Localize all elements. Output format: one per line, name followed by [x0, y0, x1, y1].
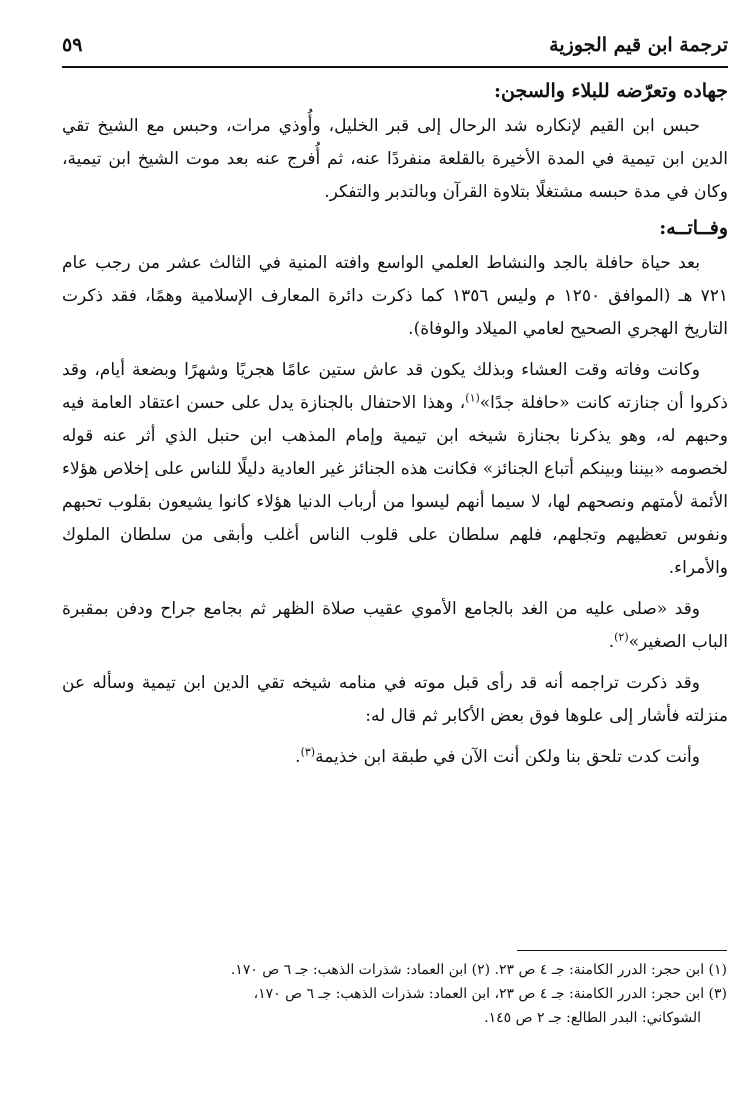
- footnote-3-line-1: (٣) ابن حجر: الدرر الكامنة: جـ ٤ ص ٢٣، ابن العماد: شذرات الذهب: جـ ٦ ص ١٧٠،: [253, 986, 727, 1002]
- footnote-ref-1: (١): [465, 391, 480, 405]
- page-number: ٥٩: [62, 34, 83, 56]
- body-text: [62, 80, 728, 782]
- paragraph-burial-text-a: وقد «صلى عليه من الغد بالجامع الأموي عقيب صلاة الظهر ثم بجامع جراح ودفن بمقبرة الباب الصغير»: [62, 599, 728, 652]
- footnotes: [60, 958, 727, 1030]
- paragraph-dream-quote-text-a: وأنت كدت تلحق بنا ولكن أنت الآن في طبقة ابن خذيمة: [315, 747, 700, 767]
- footnote-rule: [517, 950, 727, 951]
- footnote-3-line-2: الشوكاني: البدر الطالع: جـ ٢ ص ١٤٥.: [484, 1010, 701, 1026]
- header-title: ترجمة ابن قيم الجوزية: [549, 34, 728, 56]
- paragraph-funeral-text-a: وكانت وفاته وقت العشاء وبذلك يكون قد عاش ستين عامًا هجريًا وشهرًا وبضعة أيام، وقد ذكروا أن جنازته كانت «حافلة جدًا»: [62, 360, 728, 413]
- footnote-ref-3: (٣): [300, 745, 316, 759]
- paragraph-imprisonment: حبس ابن القيم لإنكاره شد الرحال إلى قبر الخليل، وأُوذي مرات، وحبس مع الشيخ تقي الدين ابن تيمية في المدة الأخيرة بالقلعة منفردًا عنه، ثم أُفرج عنه بعد موت الشيخ ابن تيمية، وكان في مدة حبسه مشتغلًا بتلاوة القرآن وبالتدبر والتفكر.: [62, 116, 728, 202]
- footnote-ref-2: (٢): [614, 630, 629, 644]
- section-heading-imprisonment: جهاده وتعرّضه للبلاء والسجن:: [493, 80, 728, 102]
- paragraph-funeral: [62, 354, 728, 585]
- paragraph-dream: وقد ذكرت تراجمه أنه قد رأى قبل موته في منامه شيخه تقي الدين ابن تيمية وسأله عن منزلته فأشار إلى علوها فوق بعض الأكابر ثم قال له:: [62, 673, 728, 726]
- section-heading-death: وفــاتــه:: [659, 217, 728, 239]
- running-header: [62, 30, 728, 68]
- header-rule: [62, 66, 728, 68]
- paragraph-funeral-text-b: ، وهذا الاحتفال بالجنازة يدل على حسن اعتقاد العامة فيه وحبهم له، وهو يذكرنا بجنازة شيخه ابن تيمية وإمام المذهب ابن حنبل الذي أثر عنه قوله لخصومه «بيننا وبينكم أتباع الجنائز» فكانت هذه الجنائز غير العادية دليلًا للناس على إخلاص هؤلاء الأئمة لأمتهم ونصحهم لها، لا سيما أنهم ليسوا من أرباب الدنيا هؤلاء كانوا يشيعون بقلوب تحبهم ونفوس تعظيهم وتجلهم، فلهم سلطان على قلوب الناس أغلب وأبقى من سلطان الملوك والأمراء.: [62, 393, 728, 578]
- paragraph-dream-quote-text-b: .: [295, 747, 301, 767]
- paragraph-death-date: بعد حياة حافلة بالجد والنشاط العلمي الواسع وافته المنية في الثالث عشر من رجب عام ٧٢١ هـ (الموافق ١٢٥٠ م وليس ١٣٥٦ كما ذكرت دائرة المعارف الإسلامية وهمًا، فقد ذكرت التاريخ الهجري الصحيح لعامي الميلاد والوفاة).: [62, 253, 728, 339]
- paragraph-burial-text-b: .: [608, 632, 615, 652]
- footnote-1-2: (١) ابن حجر: الدرر الكامنة: جـ ٤ ص ٢٣. (٢) ابن العماد: شذرات الذهب: جـ ٦ ص ١٧٠.: [230, 962, 727, 978]
- paragraph-burial: [62, 593, 728, 659]
- paragraph-dream-quote: [62, 741, 728, 774]
